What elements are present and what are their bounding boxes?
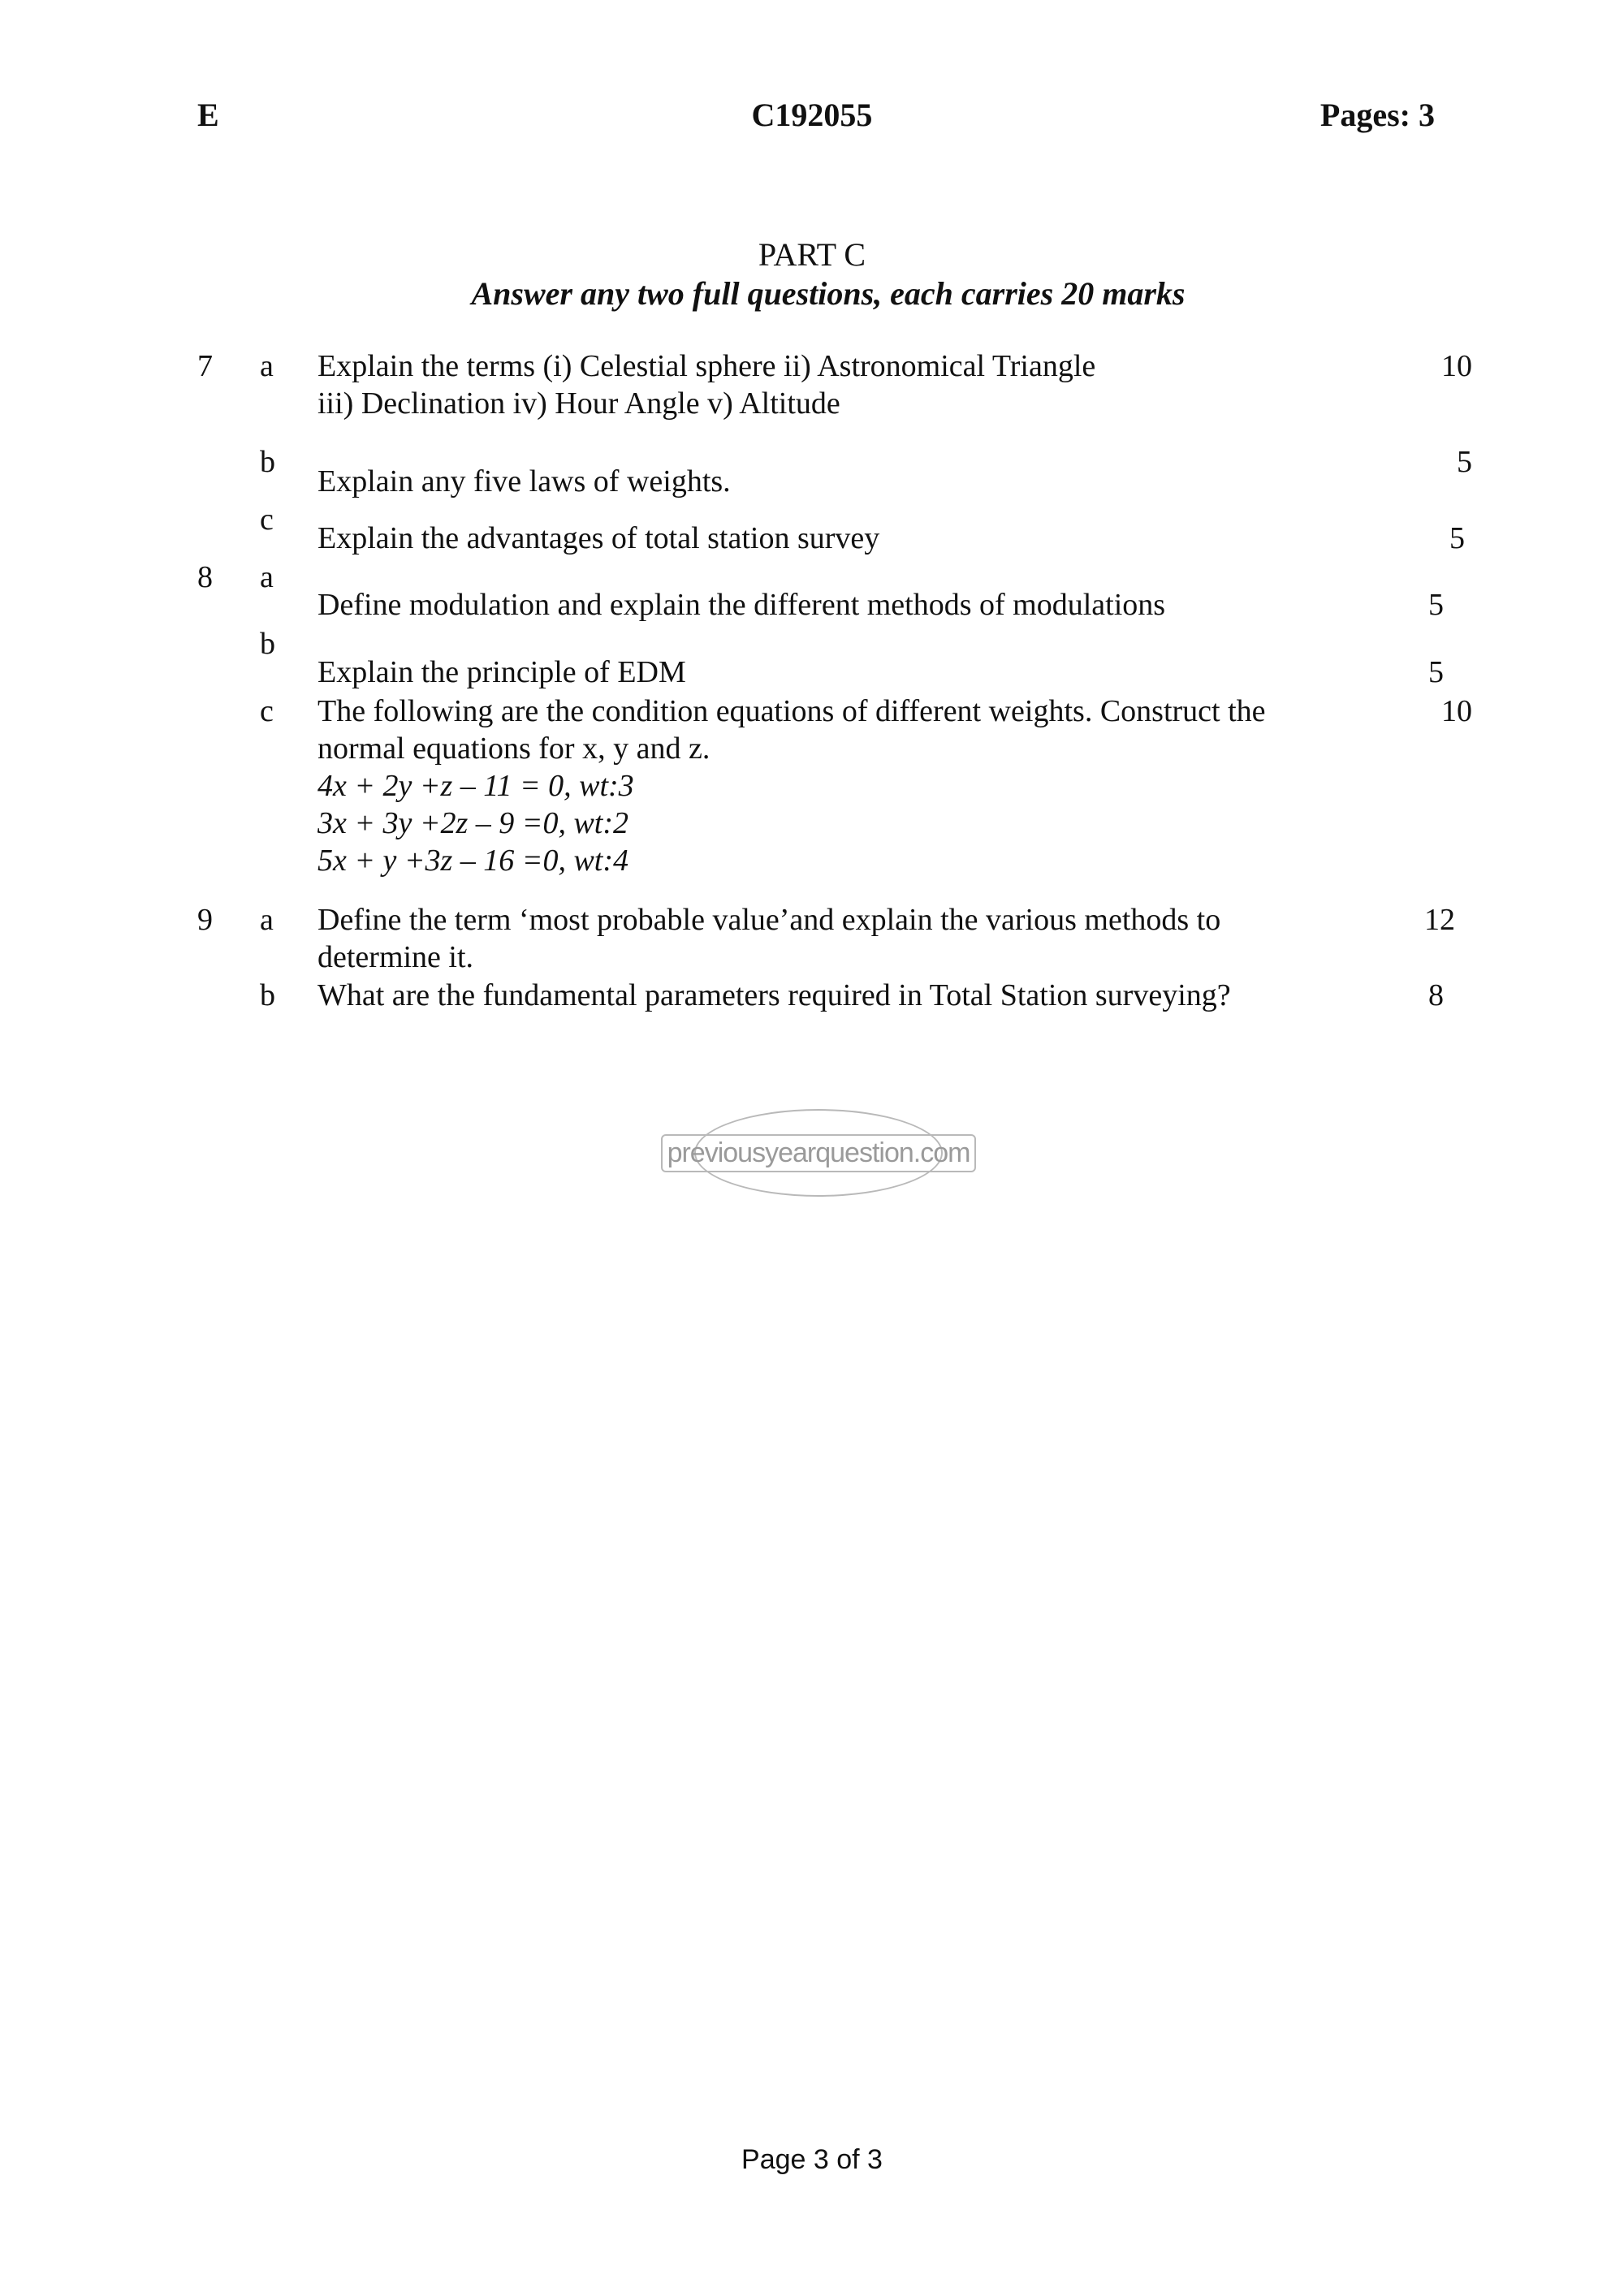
question-text: Explain the terms (i) Celestial sphere ii) Astronomical Triangle: [317, 349, 1096, 383]
marks: 10: [1441, 694, 1472, 728]
header-series-code: E: [197, 97, 219, 133]
part-title: PART C: [758, 236, 866, 273]
condition-equation: 4x + 2y +z – 11 = 0, wt:3: [317, 769, 634, 803]
question-text: Explain any five laws of weights.: [317, 464, 731, 498]
header-page-count: Pages: 3: [1320, 97, 1435, 133]
question-text: The following are the condition equations of different weights. Construct the: [317, 694, 1266, 728]
condition-equation: 5x + y +3z – 16 =0, wt:4: [317, 844, 629, 878]
question-number: 9: [197, 903, 213, 937]
marks: 10: [1441, 349, 1472, 383]
sub-question-label: c: [260, 694, 274, 728]
question-number: 7: [197, 349, 213, 383]
question-text: iii) Declination iv) Hour Angle v) Altitude: [317, 386, 840, 421]
question-number: 8: [197, 560, 213, 594]
sub-question-label: a: [260, 560, 274, 594]
page-footer: Page 3 of 3: [741, 2144, 883, 2175]
marks: 8: [1428, 978, 1444, 1012]
question-text: Explain the principle of EDM: [317, 655, 686, 689]
condition-equation: 3x + 3y +2z – 9 =0, wt:2: [317, 806, 629, 840]
sub-question-label: a: [260, 349, 274, 383]
header-paper-code: C192055: [751, 97, 873, 133]
question-text: Define modulation and explain the different methods of modulations: [317, 588, 1166, 622]
marks: 5: [1449, 521, 1465, 555]
question-text: determine it.: [317, 940, 474, 974]
sub-question-label: a: [260, 903, 274, 937]
question-text: What are the fundamental parameters required in Total Station surveying?: [317, 978, 1231, 1012]
sub-question-label: b: [260, 627, 275, 661]
sub-question-label: c: [260, 503, 274, 537]
sub-question-label: b: [260, 978, 275, 1012]
question-text: normal equations for x, y and z.: [317, 732, 710, 766]
part-instruction: Answer any two full questions, each carries 20 marks: [471, 275, 1186, 312]
marks: 12: [1424, 903, 1455, 937]
question-text: Define the term ‘most probable value’and explain the various methods to: [317, 903, 1221, 937]
watermark-text: previousyearquestion.com: [661, 1134, 977, 1172]
watermark-logo: [667, 1109, 970, 1197]
marks: 5: [1457, 445, 1472, 479]
marks: 5: [1428, 655, 1444, 689]
question-text: Explain the advantages of total station survey: [317, 521, 880, 555]
sub-question-label: b: [260, 445, 275, 479]
marks: 5: [1428, 588, 1444, 622]
